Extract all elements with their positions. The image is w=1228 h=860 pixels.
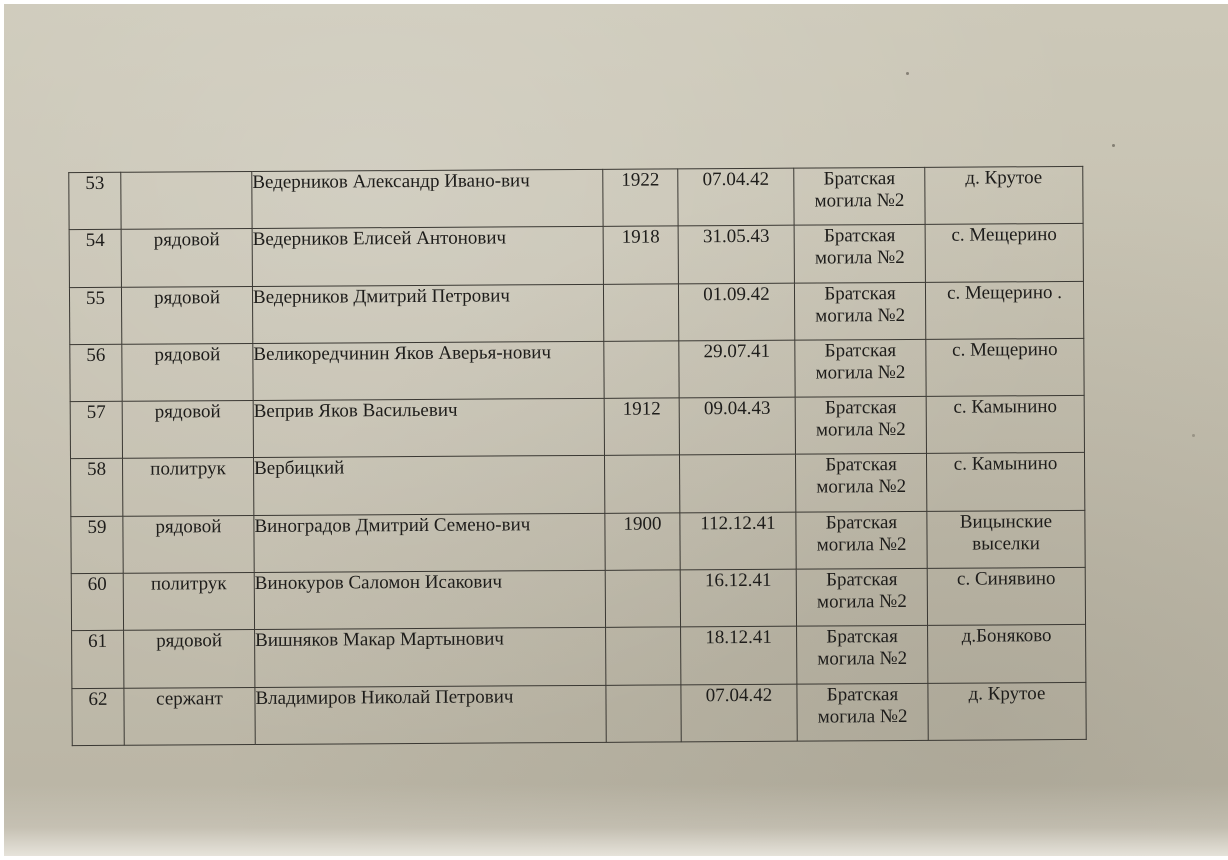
death-date-cell [679,455,795,513]
table-row [69,166,1083,229]
row-number-text: 58 [87,459,107,481]
place-cell [925,166,1083,224]
name-text: Великоредчинин Яков Аверья-нович [253,342,552,365]
row-number-text: 60 [87,573,107,596]
name-text: Вишняков Макар Мартынович [255,628,505,652]
name-text: Ведерников Елисей Антонович [252,227,507,251]
name-cell [252,284,603,343]
table-row [71,453,1085,516]
scan-speck [1192,434,1195,437]
birth-year-cell [603,169,678,227]
rank-text: сержант [156,687,223,710]
place-cell [926,453,1084,511]
name-text: Ведерников Дмитрий Петрович [252,285,511,308]
burial-text: Братская могила №2 [816,454,907,499]
birth-year-cell [603,283,678,341]
name-cell [252,169,603,228]
birth-year-cell [605,570,680,628]
death-date-text: 07.04.42 [702,168,770,191]
birth-year-cell [604,455,679,513]
burial-text: Братская могила №2 [816,569,907,613]
name-text: Вербицкий [254,457,345,480]
burial-cell [797,626,928,684]
name-text: Владимиров Николай Петрович [255,686,514,709]
name-cell [253,341,604,400]
scan-speck [906,72,909,75]
scan-edge-shading [4,784,1228,856]
rank-cell [123,573,254,631]
rank-text [121,172,251,173]
name-cell [255,628,606,687]
birth-year-cell [605,513,680,571]
row-number-text: 57 [86,402,106,424]
burial-text: Братская могила №2 [815,282,906,327]
rank-cell [123,458,254,516]
row-number-text: 62 [88,688,108,710]
burial-text: Братская могила №2 [817,683,908,728]
scan-speck [1112,144,1115,147]
records-body [69,166,1086,745]
burial-cell [795,397,926,455]
burial-text: Братская могила №2 [816,511,907,556]
place-text: с. Мещерино [952,338,1058,361]
death-date-cell [678,168,794,226]
row-number-text: 61 [88,631,108,653]
rank-cell [124,630,255,688]
death-date-text: 18.12.41 [705,627,772,649]
row-number [71,459,123,517]
rank-text: рядовой [154,401,221,423]
death-date-text: 01.09.42 [703,283,770,305]
row-number [69,287,121,345]
rank-cell [123,515,254,573]
death-date-cell [681,627,797,685]
place-cell [925,224,1083,282]
burial-cell [796,511,927,569]
table-row [71,510,1085,573]
burial-cell [794,225,925,283]
burial-text: Братская могила №2 [817,626,908,670]
place-text: д. Крутое [968,682,1046,705]
death-date-cell [680,569,796,627]
burial-cell [796,568,927,626]
birth-year-text: 1922 [621,169,660,191]
row-number [69,230,121,288]
death-date-text: 07.04.42 [705,684,773,706]
rank-cell [122,343,253,401]
burial-cell [795,454,926,512]
burial-text: Братская могила №2 [815,397,906,441]
table-row [69,224,1083,287]
row-number-text: 55 [85,287,106,309]
birth-year-text: 1900 [623,513,662,535]
birth-year-cell [604,341,679,399]
row-number [70,401,122,459]
table-row [70,338,1084,401]
rank-cell [124,687,255,745]
burial-cell [794,167,925,225]
place-cell [928,682,1086,740]
place-cell [925,281,1083,339]
death-date-cell [678,283,794,341]
rank-cell [121,171,252,229]
row-number-text: 59 [87,516,107,538]
name-text: Веприв Яков Васильевич [253,399,458,423]
row-number [72,631,124,689]
birth-year-text: 1912 [622,398,661,420]
rank-cell [122,401,253,459]
place-text: с. Камынино [953,453,1058,476]
place-text: с. Камынино [953,396,1058,418]
name-cell [252,227,603,286]
rank-text: рядовой [153,229,220,251]
birth-year-cell [606,685,681,743]
row-number-text: 56 [86,344,106,366]
name-text: Винокуров Саломон Исакович [254,571,503,595]
table-row [72,682,1086,746]
row-number [69,172,121,230]
row-number-text: 54 [85,230,105,252]
rank-text: рядовой [155,515,222,538]
rank-cell [121,229,252,287]
death-date-text: 16.12.41 [704,569,772,592]
burial-cell [794,282,925,340]
table-row [72,625,1086,688]
burial-register [68,166,1085,746]
burial-text: Братская могила №2 [814,168,905,212]
row-number [70,344,122,402]
death-date-cell [680,512,796,570]
name-cell [254,570,605,629]
row-number [71,516,123,574]
place-text: д.Боняково [961,625,1052,648]
name-text: Виноградов Дмитрий Семено-вич [254,514,531,537]
rank-text: рядовой [153,286,221,309]
rank-text: рядовой [156,630,223,652]
scanned-page [4,4,1228,856]
place-cell [926,338,1084,396]
place-cell [928,625,1086,683]
rank-text: рядовой [154,344,221,366]
burial-cell [795,339,926,397]
birth-year-cell [604,398,679,456]
place-cell [926,396,1084,454]
name-cell [254,456,605,515]
name-cell [254,513,605,572]
table-row [69,281,1083,344]
death-date-text: 29.07.41 [703,340,771,363]
death-date-text: 09.04.43 [703,398,771,420]
place-cell [927,567,1085,625]
place-cell [927,510,1085,568]
place-text: с. Мещерино . [946,281,1063,304]
name-cell [253,399,604,458]
burial-text: Братская могила №2 [815,339,906,384]
rank-cell [121,286,252,344]
row-number [71,573,123,631]
rank-text: политрук [150,573,227,595]
death-date-cell [681,684,797,742]
row-number [72,688,124,746]
birth-year-cell [603,226,678,284]
place-text: с. Синявино [956,568,1056,590]
name-text: Ведерников Александр Ивано-вич [252,170,530,193]
death-date-text: 112.12.41 [700,512,776,535]
burial-text: Братская могила №2 [814,225,905,269]
name-cell [255,685,606,744]
table-row [71,567,1085,630]
death-date-cell [678,225,794,283]
death-date-cell [679,397,795,455]
birth-year-text: 1918 [621,226,660,249]
birth-year-cell [606,627,681,685]
death-date-cell [679,340,795,398]
row-number-text: 53 [85,172,105,194]
death-date-text: 31.05.43 [702,226,770,248]
rank-text: политрук [150,458,226,481]
place-text: с. Мещерино [951,224,1057,247]
place-text: д. Крутое [965,167,1043,189]
place-text: Вицынские выселки [959,510,1053,555]
burial-records-table [68,166,1086,746]
table-row [70,396,1084,459]
burial-cell [797,683,928,741]
death-date-text [680,455,795,456]
